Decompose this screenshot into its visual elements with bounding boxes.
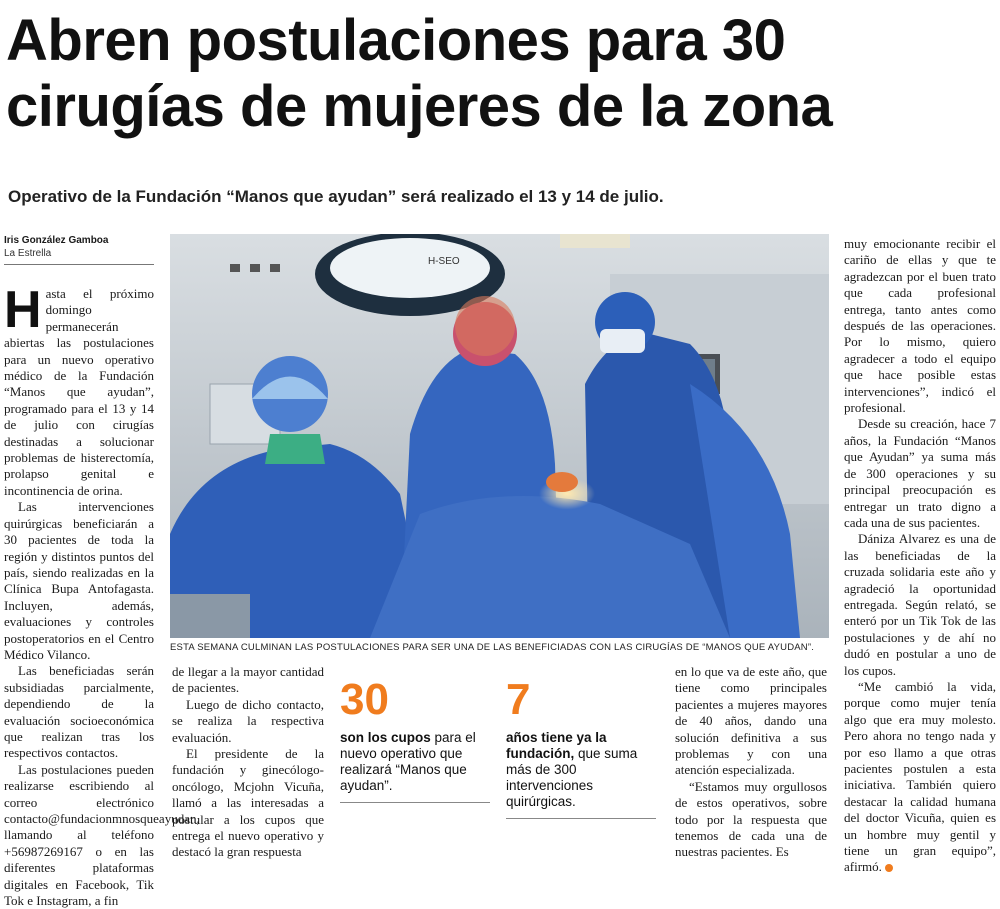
- paragraph: Luego de dicho contacto, se realiza la respectiva evaluación.: [172, 696, 324, 745]
- paragraph: Las beneficiadas serán subsidiadas parcialmente, dependiendo de la evaluación socioeconómica que realizan tras los respectivos contactos.: [4, 663, 154, 761]
- article-column-6: [844, 236, 996, 876]
- paragraph: “Me cambió la vida, porque como mujer tenía algo que era muy molesto. Pero ahora no tengo nada y por eso llamo a que otras pacientes postulen a esta iniciativa. También quiero destacar la calidad humana del doctor Vicuña, quien es un hombre muy gentil y tiene un gran equipo”, afirmó.: [844, 678, 996, 875]
- end-mark-icon: [885, 864, 893, 872]
- paragraph: El presidente de la fundación y ginecólogo-oncólogo, Mcjohn Vicuña, llamó a las interesadas a postular a los cupos que entrega el nuevo operativo y destacó la gran respuesta: [172, 746, 324, 860]
- paragraph: asta el próximo domingo permanecerán abiertas las postulaciones para un nuevo operativo médico de la Fundación “Manos que ayudan”, programado para el 13 y 14 de julio con cirugías destinadas a solucionar problemas de histerectomía, prolapso genital e incontinencia de orina.: [4, 286, 154, 498]
- fact-number: 30: [340, 675, 389, 724]
- operating-room-illustration: [170, 234, 829, 638]
- paragraph: Las postulaciones pueden realizarse escribiendo al correo electrónico contacto@fundacionmnosqueayudan, llamando al teléfono +56987269167 o en las diferentes plataformas digitales en Facebook, Tik Tok e Instagram, a fin: [4, 761, 200, 909]
- drop-cap: H: [4, 281, 42, 339]
- paragraph: en lo que va de este año, que tiene como principales pacientes a mujeres mayores de 40 años, dando una solución definitiva a sus problemas y con una atención especializada.: [675, 664, 827, 778]
- byline-author: Iris González Gamboa: [4, 235, 109, 246]
- fact-divider: [506, 818, 656, 819]
- paragraph: de llegar a la mayor cantidad de pacientes.: [172, 664, 324, 696]
- fact-divider: [340, 802, 490, 803]
- fact-box-anos: [506, 676, 656, 819]
- paragraph: Dániza Alvarez es una de las beneficiadas de la cruzada solidaria este año y agradeció la oportunidad entregada. Según relató, se enteró por un Tik Tok de las postulaciones y de ahí no dudó en postular a uno de los cupos.: [844, 531, 996, 678]
- article-column-5: [675, 664, 827, 861]
- fact-highlight: son los cupos: [340, 730, 431, 745]
- lamp-label: H-SEO: [428, 256, 460, 267]
- paragraph: “Estamos muy orgullosos de estos operativos, sobre todo por la respuesta que tenemos de cada una de nuestras pacientes. Es: [675, 778, 827, 860]
- fact-text: para el nuevo operativo que realizará “Manos que ayudan”.: [340, 730, 476, 793]
- fact-box-cupos: [340, 676, 490, 803]
- article-column-2: [172, 664, 324, 861]
- fact-number: 7: [506, 675, 531, 724]
- byline-outlet: La Estrella: [4, 248, 52, 259]
- fact-highlight: años tiene ya la fundación,: [506, 730, 607, 761]
- subheadline: Operativo de la Fundación “Manos que ayudan” será realizado el 13 y 14 de julio.: [8, 187, 664, 206]
- paragraph: Las intervenciones quirúrgicas beneficiarán a 30 pacientes de toda la región y distintos puntos del país, siendo realizadas en la Clínica Bupa Antofagasta. Incluyen, además, evaluaciones y controles postoperatorios en el Centro Médico Vilanco.: [4, 499, 154, 662]
- paragraph: muy emocionante recibir el cariño de ellas y que te agradezcan por el buen trato que cada profesional entrega, tanto antes como después de las operaciones. Por lo mismo, quiero agradecer a todo el equipo que hace posible estas intervenciones”, indicó el profesional.: [844, 236, 996, 416]
- photo-caption: ESTA SEMANA CULMINAN LAS POSTULACIONES PARA SER UNA DE LAS BENEFICIADAS CON LAS CIRUGÍAS DE “MANOS QUE AYUDAN”.: [170, 642, 815, 653]
- fact-text: que suma más de 300 intervenciones quirúrgicas.: [506, 746, 638, 809]
- headline: Abren postulaciones para 30 cirugías de mujeres de la zona: [6, 8, 833, 139]
- article-column-1: [4, 281, 200, 909]
- surgery-photo: [170, 234, 829, 638]
- byline: [4, 234, 154, 265]
- byline-divider: [4, 264, 154, 265]
- paragraph: Desde su creación, hace 7 años, la Fundación “Manos que Ayudan” ya suma más de 300 operaciones y su principal preocupación es entregar un trato digno a cada una de sus pacientes.: [844, 416, 996, 530]
